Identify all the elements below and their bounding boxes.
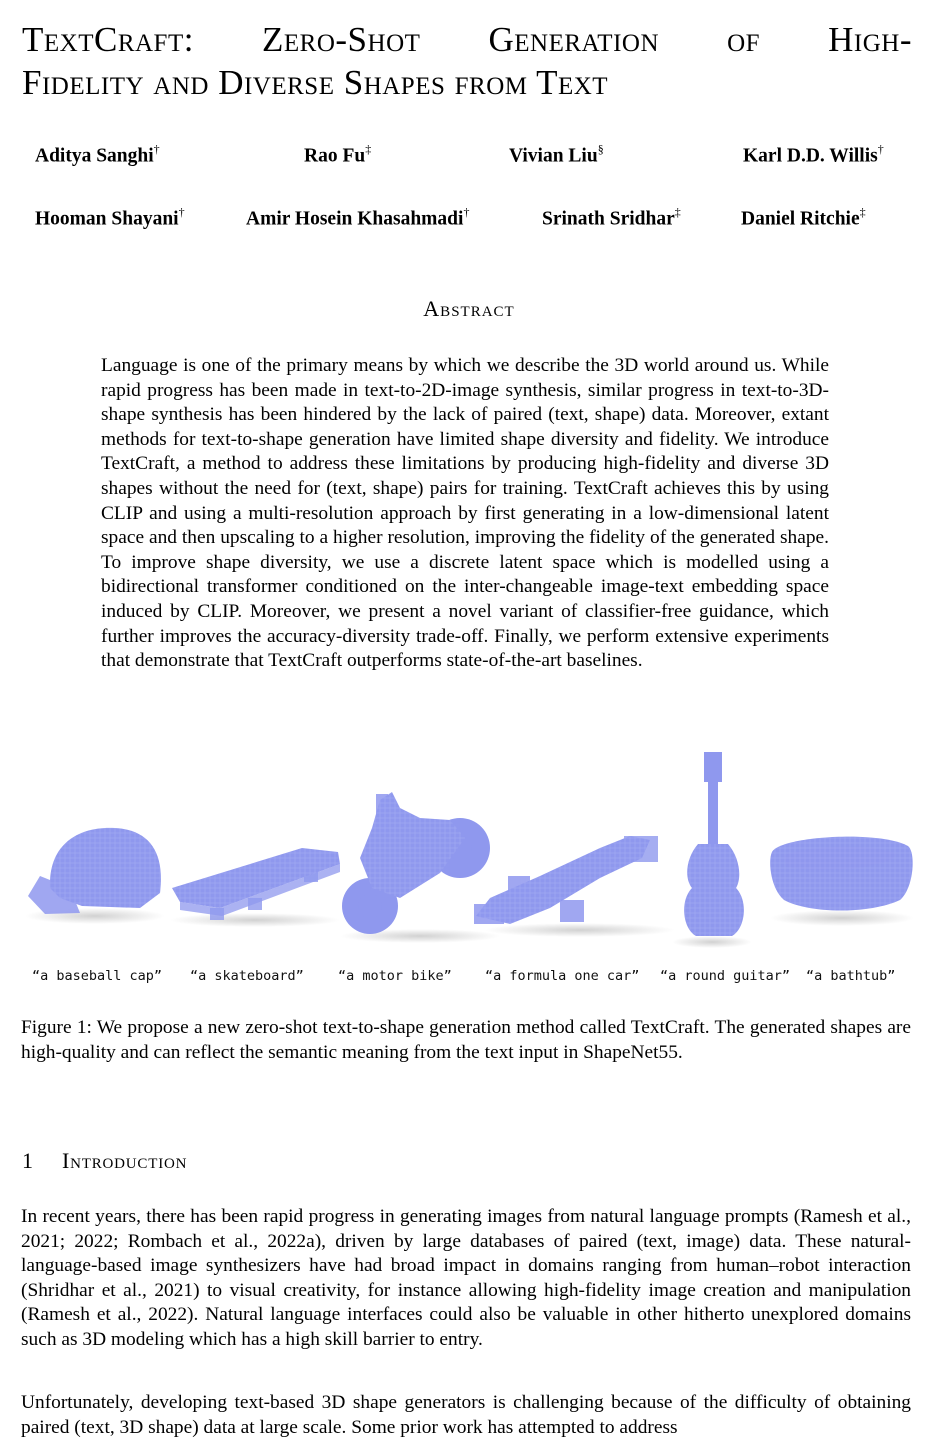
affiliation-mark: §	[597, 142, 604, 156]
affiliation-mark: †	[877, 142, 884, 156]
author-name: Vivian Liu	[509, 145, 598, 167]
baseball-cap-shape	[25, 828, 165, 924]
figure-label-bathtub: “a bathtub”	[806, 968, 896, 984]
author-name: Daniel Ritchie	[741, 208, 860, 230]
author-name: Hooman Shayani	[35, 208, 179, 230]
round-guitar-shape	[672, 752, 752, 948]
author	[35, 143, 160, 168]
paper-title	[22, 18, 912, 104]
intro-paragraph-2: Unfortunately, developing text-based 3D shape generators is challenging because of the difficulty of obtaining paired (text, 3D shape) data at large scale. Some prior work has attempted to address	[21, 1392, 911, 1438]
skateboard-shape	[170, 848, 340, 927]
author-name: Amir Hosein Khasahmadi	[246, 208, 464, 230]
affiliation-mark: †	[178, 205, 185, 219]
author	[542, 206, 681, 231]
figure-label-motor-bike: “a motor bike”	[338, 968, 452, 984]
figure-label-baseball-cap: “a baseball cap”	[32, 968, 163, 984]
affiliation-mark: †	[153, 142, 160, 156]
formula-one-car-shape	[474, 836, 675, 937]
author-name: Karl D.D. Willis	[743, 145, 878, 167]
title-word: of	[727, 20, 761, 59]
affiliation-mark: ‡	[859, 205, 866, 219]
figure-1	[20, 748, 918, 998]
bathtub-shape	[770, 837, 914, 926]
title-line-1	[22, 18, 912, 61]
affiliation-mark: ‡	[365, 142, 372, 156]
abstract-text: Language is one of the primary means by which we describe the 3D world around us. While rapid progress has been made in text-to-2D-image synthesis, similar progress in text-to-3D-shape synthesis has been hindered by the lack of paired (text, shape) data. Moreover, extant methods for text-to-shape generation have limited shape diversity and fidelity. We introduce TextCraft, a method to address these limitations by producing high-fidelity and diverse 3D shapes without the need for (text, shape) pairs for training. TextCraft achieves this by using CLIP and using a multi-resolution approach by first generating in a low-dimensional latent space and then upscaling to a higher resolution, improving the fidelity of the generated shape. To improve shape diversity, we use a discrete latent space which is modelled using a bidirectional transformer conditioned on the inter-changeable image-text embedding space induced by CLIP. Moreover, we present a novel variant of classifier-free guidance, which further improves the accuracy-diversity trade-off. Finally, we perform extensive experiments that demonstrate that TextCraft outperforms state-of-the-art baselines.	[101, 355, 829, 672]
author	[35, 206, 185, 231]
author	[246, 206, 469, 231]
title-line-2: Fidelity and Diverse Shapes from Text	[22, 63, 609, 102]
figure-label-round-guitar: “a round guitar”	[660, 968, 791, 984]
figure-label-formula-one-car: “a formula one car”	[485, 968, 640, 984]
figure-shapes	[20, 748, 918, 958]
author	[741, 206, 866, 231]
figure-label-skateboard: “a skateboard”	[190, 968, 304, 984]
author	[509, 143, 604, 168]
intro-paragraph-1: In recent years, there has been rapid progress in generating images from natural language prompts (Ramesh et al., 2021; 2022; Rombach et al., 2022a), driven by large databases of paired (text, image) data. These natural-language-based image synthesizers have had broad impact in domains ranging from human–robot interaction (Shridhar et al., 2021) to visual creativity, for instance allowing high-fidelity image creation and manipulation (Ramesh et al., 2022). Natural language interfaces could also be valuable in other hitherto unexplored domains such as 3D modeling which has a high skill barrier to entry.	[21, 1206, 911, 1350]
author-name: Srinath Sridhar	[542, 208, 675, 230]
author-name: Rao Fu	[304, 145, 366, 167]
abstract-heading: Abstract	[423, 296, 515, 321]
title-word: Zero-Shot	[262, 20, 421, 59]
affiliation-mark: ‡	[674, 205, 681, 219]
title-word: High-	[828, 20, 912, 59]
author	[743, 143, 884, 168]
author-name: Aditya Sanghi	[35, 145, 154, 167]
section-number: 1	[22, 1148, 33, 1173]
section-heading	[22, 1148, 187, 1174]
figure-caption: Figure 1: We propose a new zero-shot text-to-shape generation method called TextCraft. The generated shapes are high-quality and can reflect the semantic meaning from the text input in ShapeNet55.	[21, 1017, 911, 1063]
title-word: Generation	[488, 20, 660, 59]
author	[304, 143, 371, 168]
section-title: Introduction	[62, 1148, 188, 1173]
affiliation-mark: †	[463, 205, 470, 219]
title-word: TextCraft:	[22, 20, 194, 59]
